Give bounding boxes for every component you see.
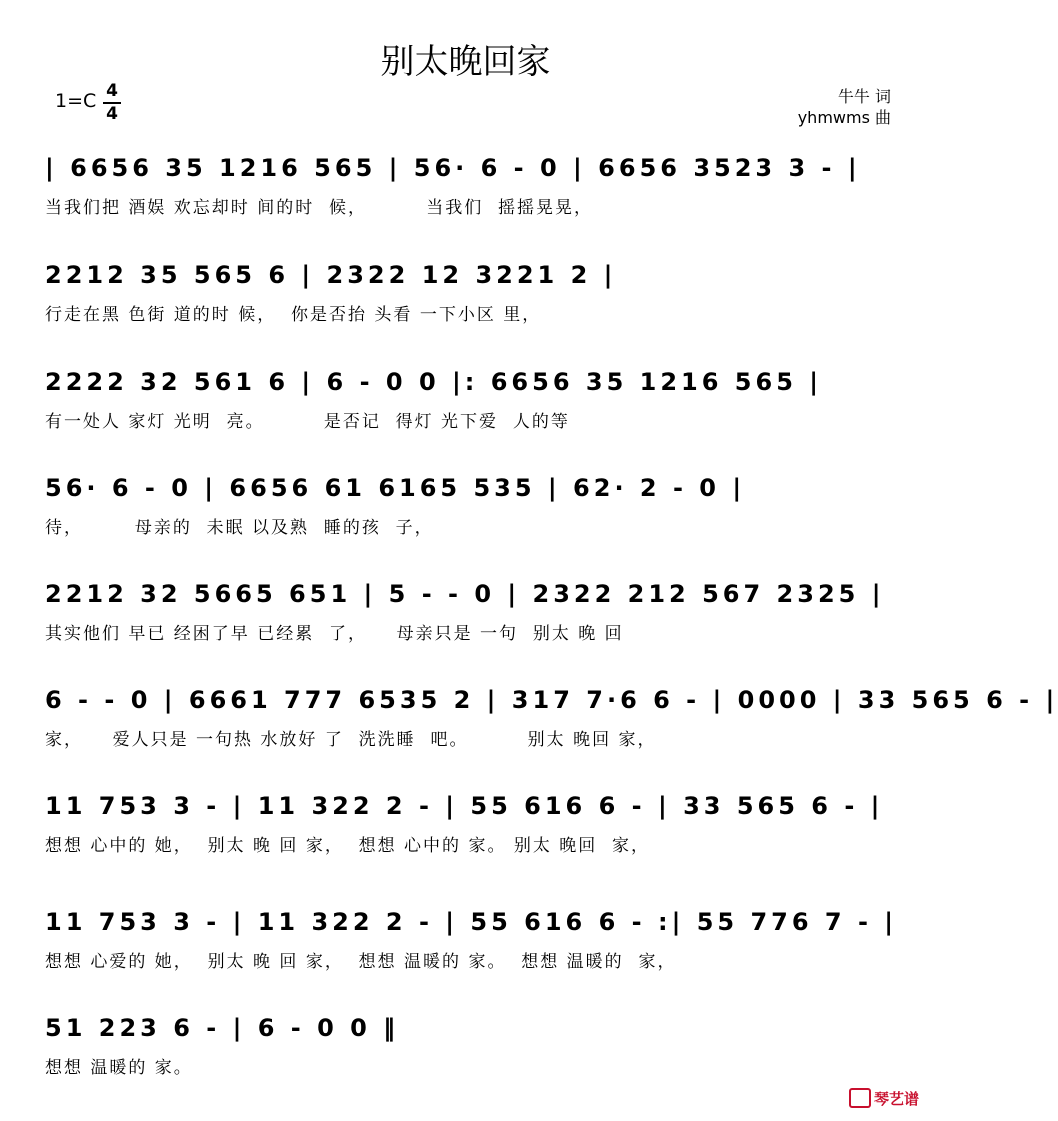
score-line-7 <box>0 786 931 896</box>
lyrics-line-4: 待， 母亲的 未眠 以及熟 睡的孩 子， <box>45 518 434 538</box>
lyrics-line-8: 想想 心爱的 她， 别太 晚 回 家， 想想 温暖的 家。 想想 温暖的 家， <box>45 952 677 972</box>
score-line-5 <box>0 574 931 684</box>
composer: yhmwms 曲 <box>797 108 891 127</box>
watermark-text: 琴艺谱 <box>873 1090 919 1108</box>
key-signature: 1=C <box>55 90 97 112</box>
notes-line-8: 11 753 3 - | 11 322 2 - | 55 616 6 - :| 55 776 7 - | <box>45 908 898 936</box>
logo-icon <box>849 1088 871 1108</box>
lyrics-line-2: 行走在黑 色街 道的时 候， 你是否抬 头看 一下小区 里， <box>45 305 542 325</box>
lyrics-line-9: 想想 温暖的 家。 <box>45 1058 193 1078</box>
notes-line-2: 2212 35 565 6 | 2322 12 3221 2 | <box>45 261 617 289</box>
score-line-1 <box>0 148 931 258</box>
lyrics-line-3: 有一处人 家灯 光明 亮。 是否记 得灯 光下爱 人的等 <box>45 412 570 432</box>
notes-line-4: 56· 6 - 0 | 6656 61 6165 535 | 62· 2 - 0 | <box>45 474 746 502</box>
notes-line-5: 2212 32 5665 651 | 5 - - 0 | 2322 212 567 2325 | <box>45 580 885 608</box>
lyrics-line-5: 其实他们 早已 经困了早 已经累 了， 母亲只是 一句 别太 晚 回 <box>45 624 624 644</box>
lyrics-line-1: 当我们把 酒娱 欢忘却时 间的时 候， 当我们 摇摇晃晃， <box>45 198 594 218</box>
time-signature <box>103 82 121 124</box>
lyrics-line-6: 家， 爱人只是 一句热 水放好 了 洗洗睡 吧。 别太 晚回 家， <box>45 730 657 750</box>
notes-line-7: 11 753 3 - | 11 322 2 - | 55 616 6 - | 33 565 6 - | <box>45 792 884 820</box>
watermark-logo <box>849 1088 919 1109</box>
score-line-3 <box>0 362 931 472</box>
score-line-2 <box>0 255 931 365</box>
notes-line-1: | 6656 35 1216 565 | 56· 6 - 0 | 6656 3523 3 - | <box>45 154 861 182</box>
score-line-4 <box>0 468 931 578</box>
page-title: 别太晚回家 <box>380 42 551 82</box>
notes-line-3: 2222 32 561 6 | 6 - 0 0 |: 6656 35 1216 565 | <box>45 368 823 396</box>
credits <box>798 86 891 128</box>
notes-line-6: 6 - - 0 | 6661 777 6535 2 | 317 7·6 6 - | 0000 | 33 565 6 - | <box>45 686 1058 714</box>
notes-line-9: 51 223 6 - | 6 - 0 0 ‖ <box>45 1014 400 1042</box>
score-line-6 <box>0 680 1058 790</box>
score-line-8 <box>0 902 931 1012</box>
lyricist: 牛牛 词 <box>837 87 891 106</box>
time-signature-top: 4 <box>106 81 118 101</box>
time-signature-bottom: 4 <box>106 104 118 124</box>
score-line-9 <box>0 1008 931 1118</box>
lyrics-line-7: 想想 心中的 她， 别太 晚 回 家， 想想 心中的 家。 别太 晚回 家， <box>45 836 651 856</box>
